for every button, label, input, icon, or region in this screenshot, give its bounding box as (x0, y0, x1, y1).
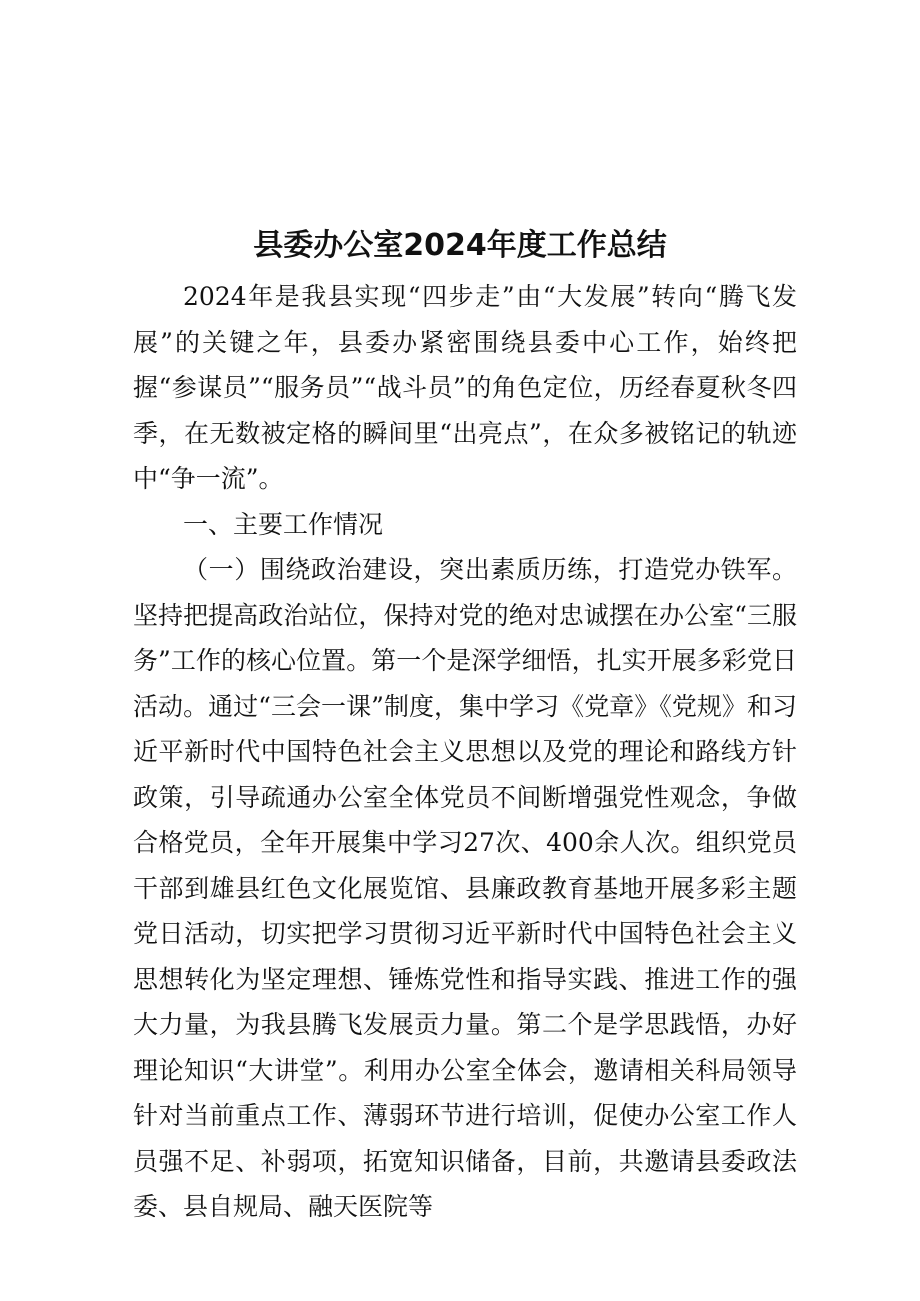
intro-paragraph: 2024年是我县实现“四步走”由“大发展”转向“腾飞发展”的关键之年，县委办紧密围绕县委中心工作，始终把握“参谋员”“服务员”“战斗员”的角色定位，历经春夏秋冬四季，在无数被定格的瞬间里“出亮点”，在众多被铭记的轨迹中“争一流”。 (133, 282, 797, 493)
body-paragraph: （一）围绕政治建设，突出素质历练，打造党办铁军。坚持把提高政治站位，保持对党的绝对忠诚摆在办公室“三服务”工作的核心位置。第一个是深学细悟，扎实开展多彩党日活动。通过“三会一课”制度，集中学习《党章》《党规》和习近平新时代中国特色社会主义思想以及党的理论和路线方针政策，引导疏通办公室全体党员不间断增强党性观念，争做合格党员，全年开展集中学习27次、400余人次。组织党员干部到雄县红色文化展览馆、县廉政教育基地开展多彩主题党日活动，切实把学习贯彻习近平新时代中国特色社会主义思想转化为坚定理想、锤炼党性和指导实践、推进工作的强大力量，为我县腾飞发展贡力量。第二个是学思践悟，办好理论知识“大讲堂”。利用办公室全体会，邀请相关科局领导针对当前重点工作、薄弱环节进行培训，促使办公室工作人员强不足、补弱项，拓宽知识储备，目前，共邀请县委政法委、县自规局、融天医院等 (133, 555, 797, 1221)
section-heading: 一、主要工作情况 (183, 509, 384, 539)
document-body (133, 274, 797, 1230)
document-title: 县委办公室2024年度工作总结 (253, 228, 667, 263)
